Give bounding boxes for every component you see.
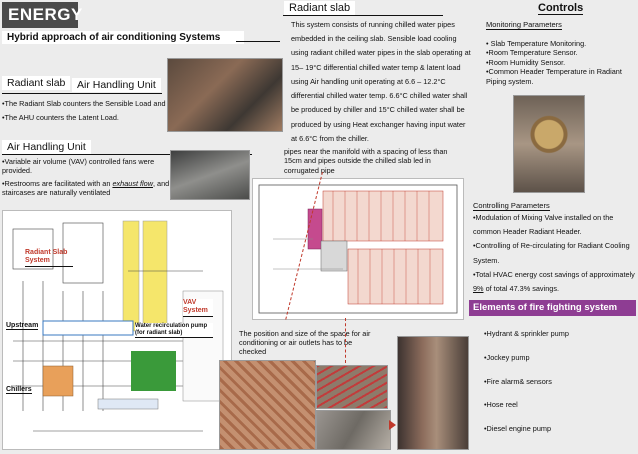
monitoring-item: •Room Humidity Sensor.: [486, 57, 566, 67]
radiant-slab-divider: [283, 15, 443, 16]
sensor-photo: [513, 95, 585, 193]
controls-title: Controls: [538, 2, 584, 14]
label-vav-system: VAV System: [183, 299, 213, 317]
subtitle-underline: [236, 41, 280, 42]
tab-air-handling-unit: Air Handling Unit: [72, 78, 161, 92]
rebar-pipes-photo: [219, 360, 316, 450]
savings-item: [473, 268, 635, 296]
fire-item-jockey: •Jockey pump: [484, 352, 530, 362]
bullet-ahu: •The AHU counters the Latent Load.: [2, 113, 119, 123]
controlling-title: Controlling Parameters: [473, 201, 550, 210]
savings-value: 9%: [473, 284, 484, 294]
bullet-radiant: •The Radiant Slab counters the Sensible Load and: [2, 99, 166, 108]
radiant-slab-title: Radiant slab: [284, 1, 355, 15]
monitoring-item: •Room Temperature Sensor.: [486, 48, 578, 58]
controlling-item: •Controlling of Re-circulating for Radiant Cooling System.: [473, 241, 630, 265]
fire-item-hydrant: •Hydrant & sprinkler pump: [484, 329, 569, 338]
fire-item-diesel: •Diesel engine pump: [484, 424, 552, 434]
tab-radiant-slab: Radiant slab: [2, 76, 70, 90]
radiant-slab-description: This system consists of running chilled water pipes embedded in the ceiling slab. Sensible load cooling using radiant chilled water pipes in the slab operating at 15– 19°C differential chilled water temp & latent load using Air handling unit operating at 6.6 – 12.2°C differential chilled water temp. 6.6°C chilled water shall be produced by chiller and 15°C chilled water shall be produced by using Heat exchanger having input water at 6.6°C from the chiller.: [291, 20, 471, 143]
monitoring-list: [486, 39, 634, 86]
floor-plan-drawing: [253, 179, 463, 319]
savings-pre: •Total HVAC energy cost savings of approximately: [473, 269, 635, 279]
label-chillers: Chillers: [6, 386, 32, 393]
left-divider: [2, 93, 162, 94]
position-note: The position and size of the space for air conditioning or air outlets has to be checked: [239, 329, 371, 357]
bullet-vav: •Variable air volume (VAV) controlled fans were provided.: [2, 157, 155, 176]
fire-item-alarm: •Fire alarm& sensors: [484, 376, 552, 386]
label-water-recirculation-pump: Water recirculation pump (for radiant slab): [135, 323, 213, 338]
restrooms-pre: •Restrooms are facilitated with an: [2, 178, 113, 188]
controlling-list: [473, 211, 635, 296]
restrooms-post: , and staircases are naturally ventilated: [2, 178, 170, 198]
savings-post: of total 47.3% savings.: [483, 284, 559, 294]
controlling-item: •Modulation of Mixing Valve installed on the common Header Radiant Header.: [473, 213, 614, 237]
exhaust-flow-link: exhaust flow: [112, 178, 153, 188]
slab-pipes-photo: [316, 365, 388, 409]
monitoring-item: •Common Header Temperature in Radiant Piping system.: [486, 67, 622, 86]
callout-line-bottom: [345, 318, 346, 363]
ahu-title: Air Handling Unit: [2, 140, 91, 154]
pipes-note: pipes near the manifold with a spacing of less than 15cm and pipes outside the chilled slab led in corrugated pipe: [284, 147, 448, 175]
bullet-restrooms: [2, 179, 172, 198]
fire-item-hose: •Hose reel: [484, 400, 518, 410]
monitoring-item: • Slab Temperature Monitoring.: [486, 39, 587, 48]
label-upstream: Upstream: [6, 322, 39, 329]
monitoring-title: Monitoring Parameters: [486, 20, 562, 29]
ahu-bullets: [2, 157, 172, 201]
ahu-photo: [170, 150, 250, 200]
corrugated-pipe-photo: [316, 410, 391, 450]
arrow-right-icon: [389, 420, 396, 430]
radiant-floor-plan: [252, 178, 464, 320]
energy-badge: ENERGY: [2, 2, 78, 28]
fire-fighting-list: [484, 328, 634, 434]
hvac-schematic: [2, 210, 232, 450]
manifold-photo: [397, 336, 469, 450]
chiller-room-photo: [167, 58, 283, 132]
radiant-ahu-bullets: [2, 98, 167, 127]
subtitle: Hybrid approach of air conditioning Systems: [2, 31, 244, 44]
fire-fighting-title: Elements of fire fighting system: [469, 300, 636, 316]
label-radiant-slab-system: Radiant Slab System: [25, 249, 73, 267]
